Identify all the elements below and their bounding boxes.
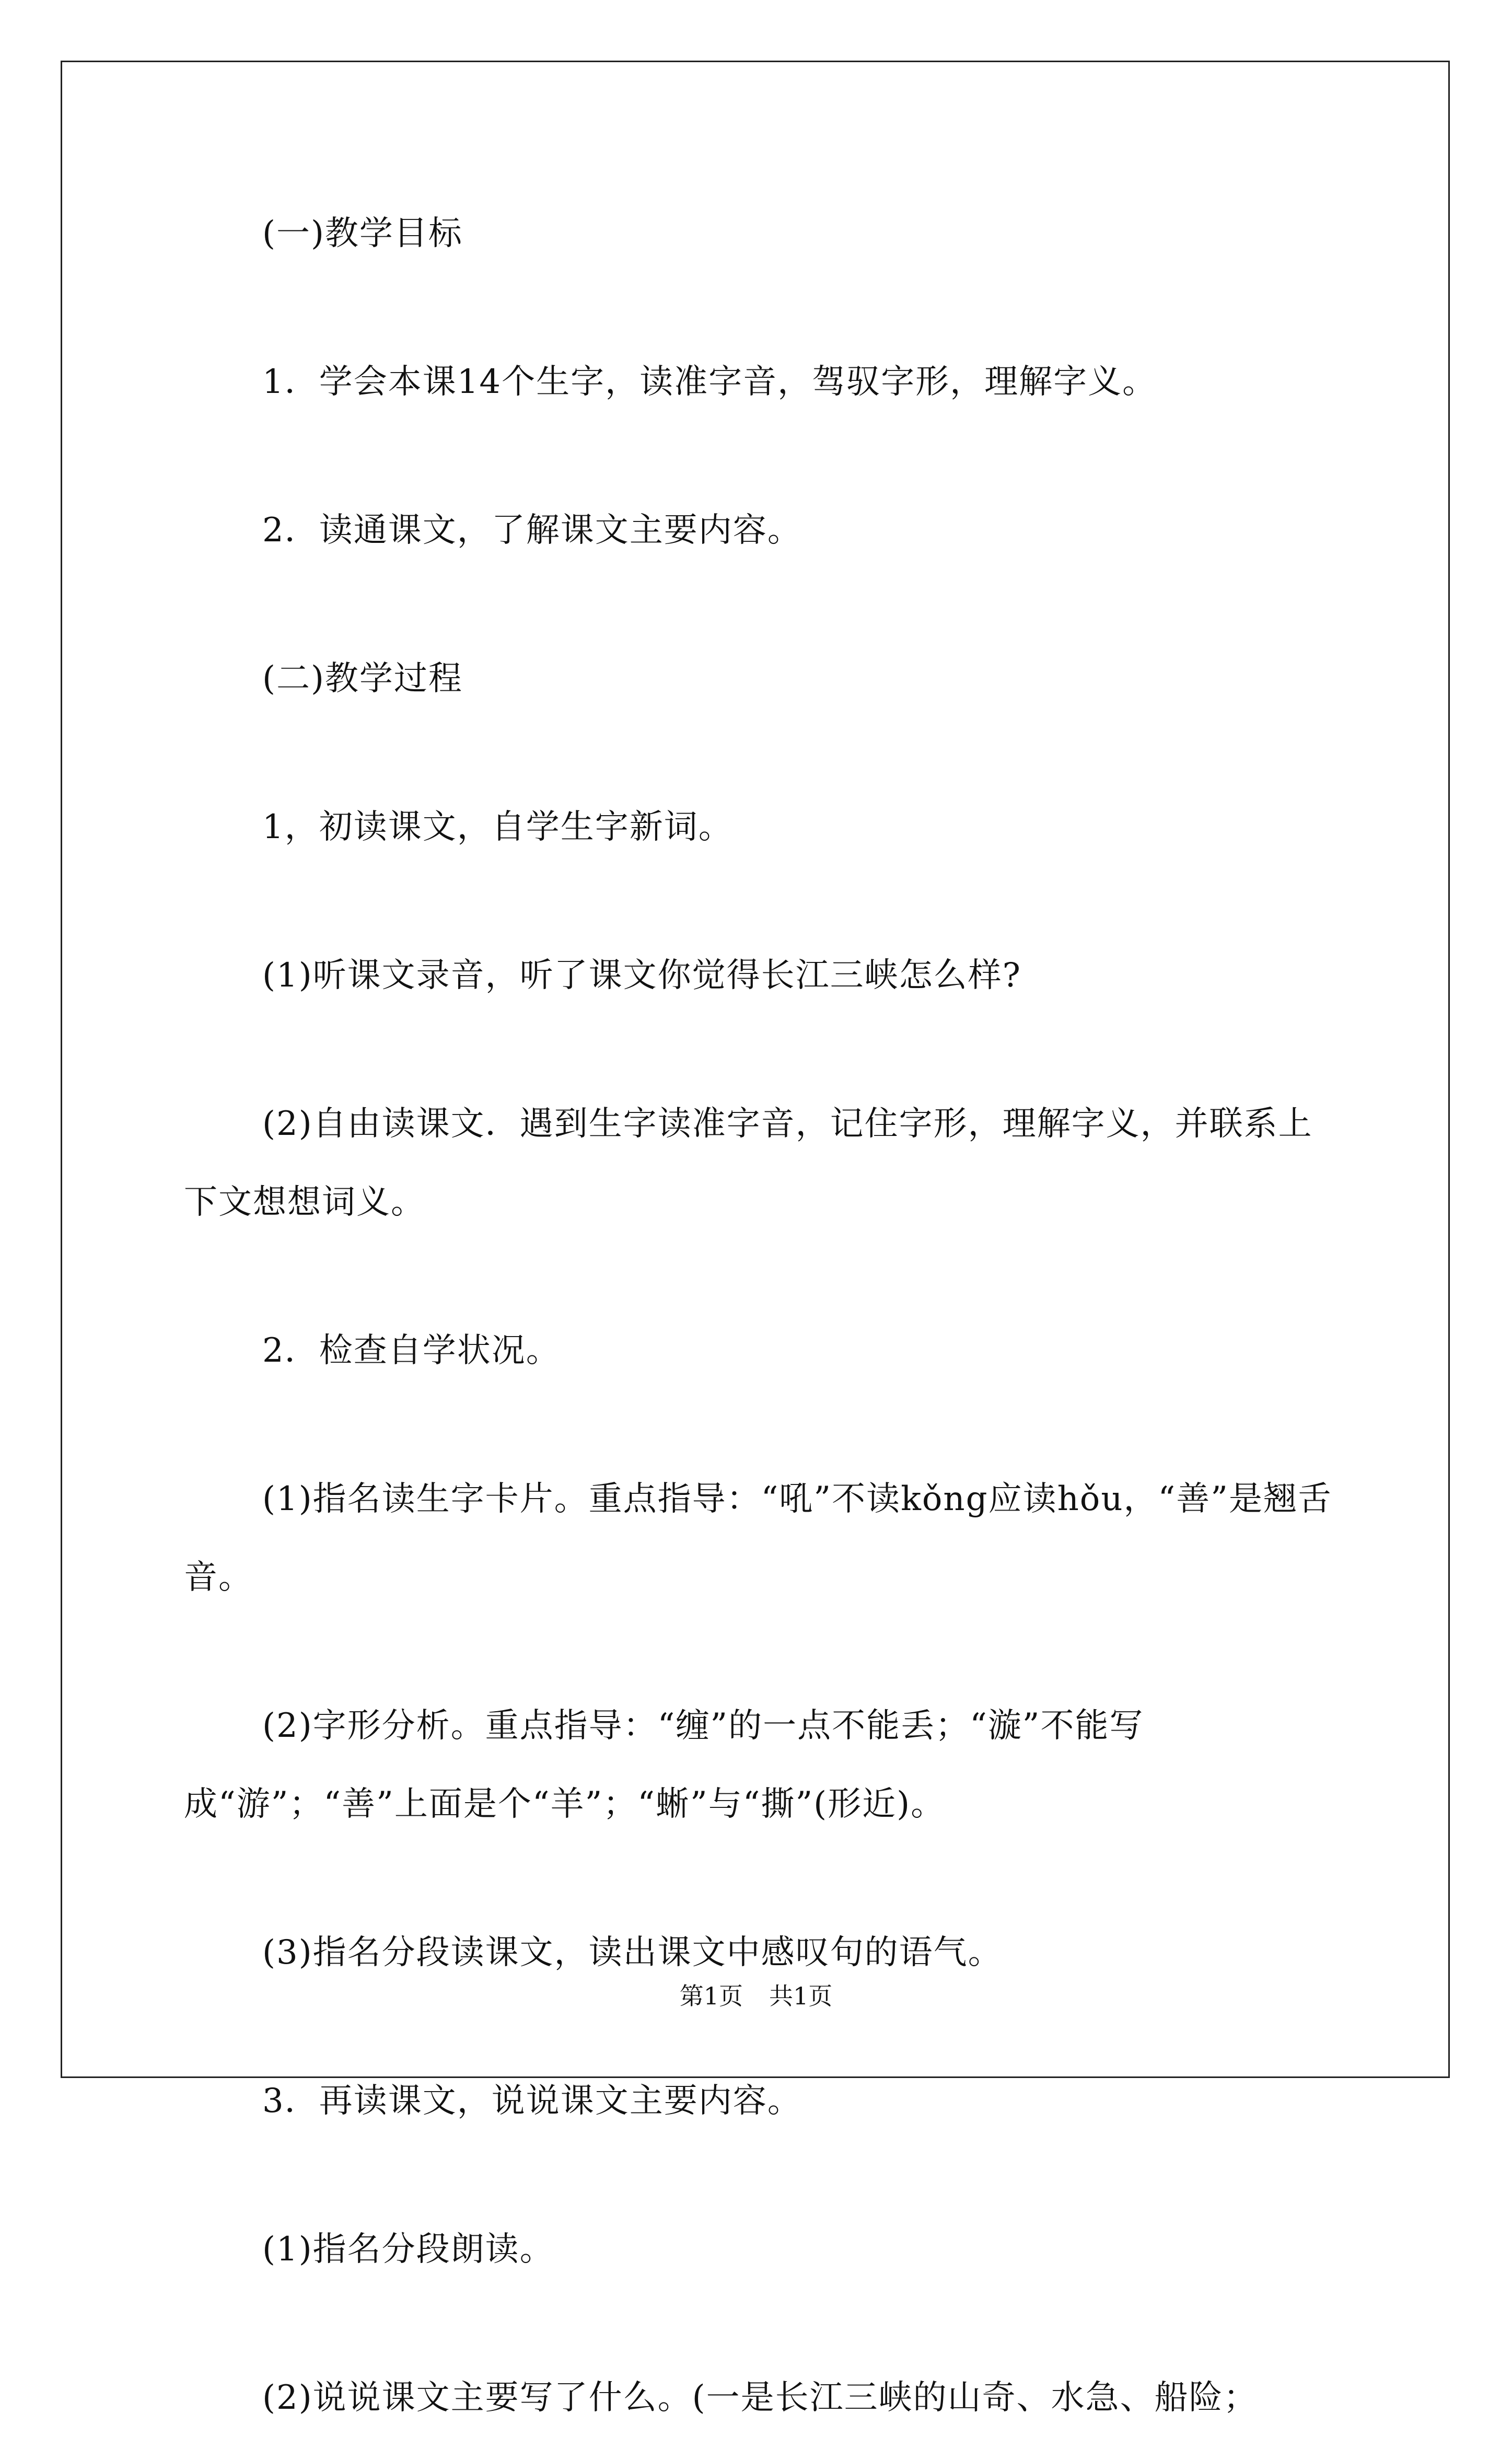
paragraph: (2)自由读课文．遇到生字读准字音，记住字形，理解字义，并联系上下文想想词义。 [184,1105,1313,1222]
paragraph: (1)指名分段朗读。 [262,2230,554,2269]
paragraph: (2)说说课文主要写了什么。(一是长江三峡的山奇、水急、船险； [262,2378,1258,2417]
paragraph: 1，初读课文，自学生字新词。 [262,808,733,846]
section-heading-objectives: (一)教学目标 [262,214,463,253]
document-body [184,194,1345,2437]
paragraph: (2)字形分析。重点指导：“缠”的一点不能丢；“漩”不能写成“游”；“善”上面是个“羊”；“蜥”与“撕”(形近)。 [184,1707,1144,1824]
paragraph: 1．学会本课14个生字，读准字音，驾驭字形，理解字义。 [262,363,1157,401]
page-footer [0,1980,1512,2012]
paragraph: (1)指名读生字卡片。重点指导：“吼”不读kǒng应读hǒu，“善”是翘舌音。 [184,1480,1332,1597]
section-heading-process: (二)教学过程 [262,659,463,698]
page-number: 第1页 [679,1982,743,2010]
paragraph: 2．检查自学状况。 [262,1331,561,1370]
page-total: 共1页 [769,1982,833,2010]
paragraph: (3)指名分段读课文，读出课文中感叹句的语气。 [262,1933,1003,1972]
paragraph: 3．再读课文，说说课文主要内容。 [262,2082,802,2120]
paragraph: 2．读通课文，了解课文主要内容。 [262,511,802,550]
paragraph: (1)听课文录音，听了课文你觉得长江三峡怎么样? [262,956,1021,995]
